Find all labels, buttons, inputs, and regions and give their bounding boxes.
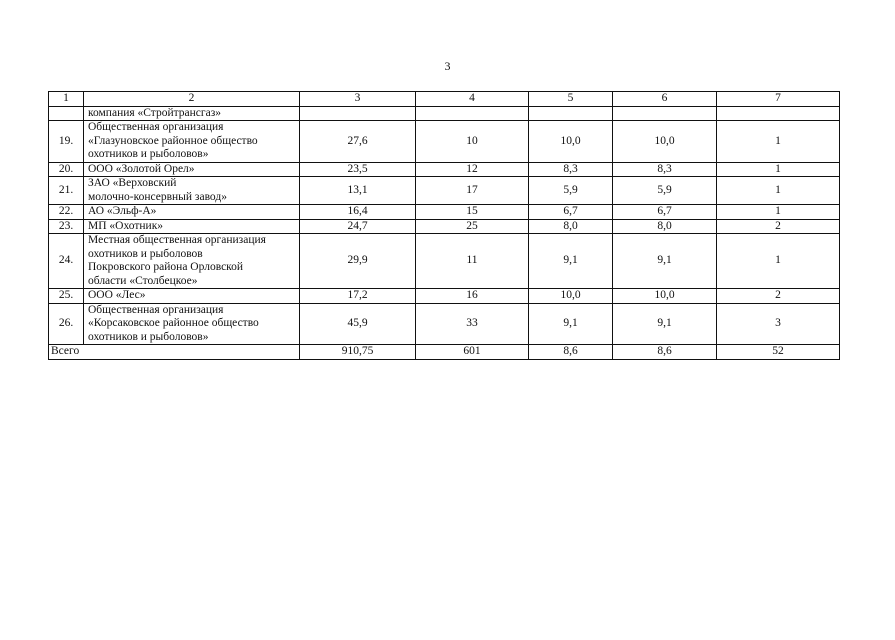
value-cell-c6: 9,1 (613, 303, 717, 345)
data-table (48, 91, 840, 360)
column-header-5: 5 (529, 92, 613, 107)
value-cell-c4: 10 (416, 121, 529, 163)
table-row (49, 205, 840, 220)
organization-name-cell (84, 205, 300, 220)
total-value-cell-c3: 910,75 (300, 345, 416, 360)
total-value-cell-c4: 601 (416, 345, 529, 360)
organization-name-cell (84, 162, 300, 177)
organization-name-cell (84, 219, 300, 234)
value-cell-c6: 6,7 (613, 205, 717, 220)
value-cell-c7: 1 (717, 162, 840, 177)
table-header-row (49, 92, 840, 107)
table-row (49, 234, 840, 289)
value-cell-c4: 15 (416, 205, 529, 220)
organization-name-line: АО «Эльф-А» (88, 205, 157, 217)
table-row (49, 289, 840, 304)
value-cell-c5: 6,7 (529, 205, 613, 220)
value-cell-c3: 29,9 (300, 234, 416, 289)
value-cell-c3 (300, 106, 416, 121)
value-cell-c5: 8,0 (529, 219, 613, 234)
organization-name-line: Местная общественная организация (88, 234, 266, 246)
total-value-cell-c5: 8,6 (529, 345, 613, 360)
organization-name-cell (84, 177, 300, 205)
organization-name-line: охотников и рыболовов» (88, 148, 209, 160)
value-cell-c5: 9,1 (529, 234, 613, 289)
value-cell-c3: 17,2 (300, 289, 416, 304)
row-number-cell: 20. (49, 162, 84, 177)
organization-name-cell (84, 303, 300, 345)
organization-name-cell (84, 234, 300, 289)
table-body (49, 92, 840, 360)
value-cell-c6: 8,0 (613, 219, 717, 234)
value-cell-c3: 27,6 (300, 121, 416, 163)
value-cell-c4: 17 (416, 177, 529, 205)
value-cell-c3: 13,1 (300, 177, 416, 205)
organization-name-line: охотников и рыболовов» (88, 330, 209, 343)
table-row (49, 303, 840, 345)
value-cell-c7: 1 (717, 205, 840, 220)
value-cell-c3: 23,5 (300, 162, 416, 177)
value-cell-c7: 1 (717, 121, 840, 163)
organization-name-line: ООО «Золотой Орел» (88, 162, 195, 175)
value-cell-c7: 1 (717, 177, 840, 205)
organization-name-cell (84, 106, 300, 121)
organization-name-line: охотников и рыболовов (88, 247, 203, 260)
value-cell-c4 (416, 106, 529, 121)
value-cell-c3: 45,9 (300, 303, 416, 345)
organization-name-line: ЗАО «Верховский (88, 177, 177, 189)
value-cell-c5: 10,0 (529, 289, 613, 304)
column-header-1: 1 (49, 92, 84, 107)
row-number-cell: 23. (49, 219, 84, 234)
value-cell-c6: 10,0 (613, 121, 717, 163)
value-cell-c3: 24,7 (300, 219, 416, 234)
value-cell-c6: 8,3 (613, 162, 717, 177)
value-cell-c4: 16 (416, 289, 529, 304)
value-cell-c4: 33 (416, 303, 529, 345)
value-cell-c5: 5,9 (529, 177, 613, 205)
organization-name-line: Общественная организация (88, 121, 224, 133)
organization-name-line: «Глазуновское районное общество (88, 134, 258, 147)
row-number-cell: 26. (49, 303, 84, 345)
value-cell-c5: 10,0 (529, 121, 613, 163)
column-header-7: 7 (717, 92, 840, 107)
table-row (49, 177, 840, 205)
value-cell-c4: 11 (416, 234, 529, 289)
organization-name-line: молочно-консервный завод» (88, 190, 227, 203)
total-label-cell: Всего (49, 345, 300, 360)
organization-name-line: Покровского района Орловской (88, 261, 244, 273)
column-header-2: 2 (84, 92, 300, 107)
table-row-continuation (49, 106, 840, 121)
value-cell-c6: 10,0 (613, 289, 717, 304)
value-cell-c5: 8,3 (529, 162, 613, 177)
row-number-cell (49, 106, 84, 121)
value-cell-c7: 2 (717, 289, 840, 304)
value-cell-c3: 16,4 (300, 205, 416, 220)
row-number-cell: 19. (49, 121, 84, 163)
table-total-row (49, 345, 840, 360)
value-cell-c5 (529, 106, 613, 121)
value-cell-c7: 1 (717, 234, 840, 289)
total-value-cell-c7: 52 (717, 345, 840, 360)
value-cell-c6 (613, 106, 717, 121)
organization-name-line: компания «Стройтрансгаз» (88, 106, 222, 119)
column-header-6: 6 (613, 92, 717, 107)
table-row (49, 162, 840, 177)
organization-name-line: МП «Охотник» (88, 219, 164, 232)
organization-name-line: области «Столбецкое» (88, 274, 198, 287)
value-cell-c4: 12 (416, 162, 529, 177)
row-number-cell: 22. (49, 205, 84, 220)
organization-name-line: ООО «Лес» (88, 289, 146, 301)
organization-name-cell (84, 289, 300, 304)
value-cell-c5: 9,1 (529, 303, 613, 345)
column-header-3: 3 (300, 92, 416, 107)
value-cell-c7 (717, 106, 840, 121)
value-cell-c4: 25 (416, 219, 529, 234)
value-cell-c7: 3 (717, 303, 840, 345)
column-header-4: 4 (416, 92, 529, 107)
organization-name-line: «Корсаковское районное общество (88, 317, 259, 329)
total-value-cell-c6: 8,6 (613, 345, 717, 360)
organization-name-cell (84, 121, 300, 163)
row-number-cell: 21. (49, 177, 84, 205)
organization-name-line: Общественная организация (88, 303, 224, 316)
row-number-cell: 24. (49, 234, 84, 289)
table-row (49, 121, 840, 163)
value-cell-c7: 2 (717, 219, 840, 234)
page-number: 3 (444, 59, 451, 73)
row-number-cell: 25. (49, 289, 84, 304)
value-cell-c6: 9,1 (613, 234, 717, 289)
table-row (49, 219, 840, 234)
value-cell-c6: 5,9 (613, 177, 717, 205)
